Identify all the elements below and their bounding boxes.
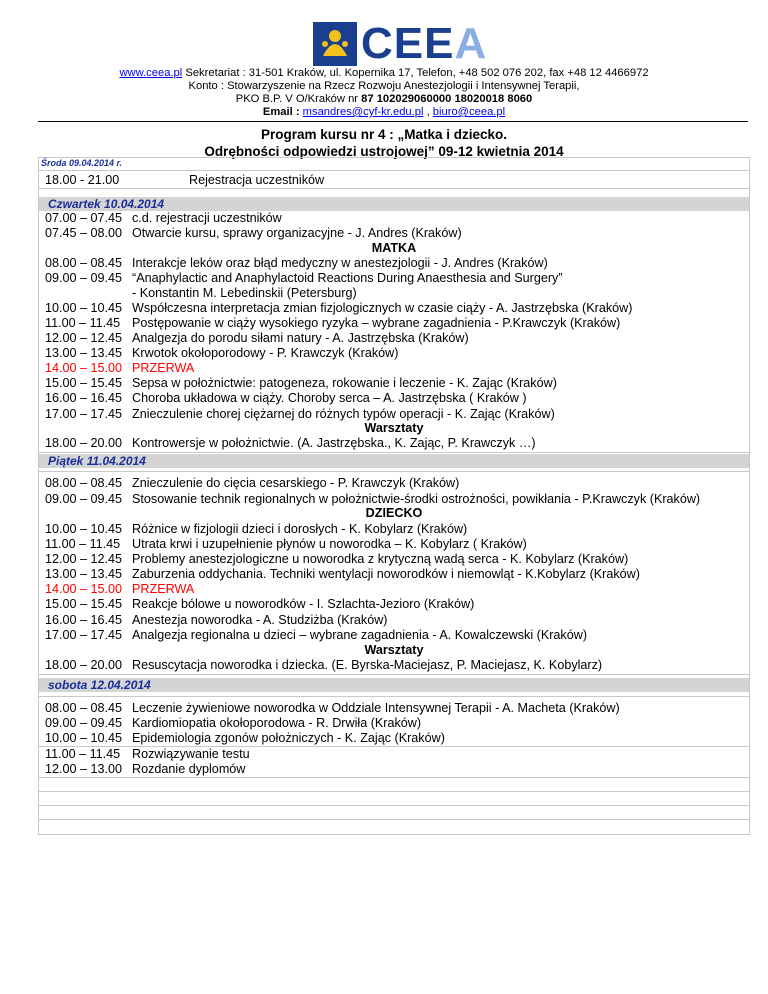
description: Interakcje leków oraz błąd medyczny w anestezjologii - J. Andres (Kraków) bbox=[132, 256, 548, 270]
website-link[interactable]: www.ceea.pl bbox=[119, 67, 183, 79]
description: Leczenie żywieniowe noworodka w Oddziale Intensywnej Terapii - A. Macheta (Kraków) bbox=[132, 701, 620, 715]
description: Krwotok okołoporodowy - P. Krawczyk (Kraków) bbox=[132, 346, 399, 360]
time: 09.00 – 09.45 bbox=[45, 492, 123, 506]
row-divider bbox=[39, 170, 749, 171]
description: Kardiomiopatia okołoporodowa - R. Drwiła (Kraków) bbox=[132, 716, 422, 730]
description: Analgezja regionalna u dzieci – wybrane zagadnienia - A. Kowalczewski (Kraków) bbox=[132, 628, 588, 642]
schedule-row bbox=[39, 271, 749, 286]
time: 07.00 – 07.45 bbox=[45, 211, 123, 225]
day-label-thursday: Czwartek 10.04.2014 bbox=[48, 197, 165, 211]
schedule-row bbox=[39, 731, 749, 746]
description: - Konstantin M. Lebedinskii (Petersburg) bbox=[132, 286, 357, 300]
time: 10.00 – 10.45 bbox=[45, 522, 123, 536]
time: 17.00 – 17.45 bbox=[45, 628, 123, 642]
time: 08.00 – 08.45 bbox=[45, 256, 123, 270]
time: 13.00 – 13.45 bbox=[45, 567, 123, 581]
schedule-row bbox=[39, 658, 749, 673]
description: Rozwiązywanie testu bbox=[132, 747, 250, 761]
time: 11.00 – 11.45 bbox=[45, 316, 121, 330]
email-link-2[interactable]: biuro@ceea.pl bbox=[432, 106, 506, 118]
schedule-row bbox=[39, 628, 749, 643]
time: 12.00 – 12.45 bbox=[45, 552, 123, 566]
day-band-saturday bbox=[39, 678, 749, 692]
row-divider bbox=[39, 452, 749, 453]
schedule-row bbox=[39, 407, 749, 422]
bank-account: 87 102029060000 18020018 8060 bbox=[361, 93, 533, 105]
header-divider bbox=[38, 121, 748, 122]
schedule-row bbox=[39, 391, 749, 406]
description: Różnice w fizjologii dzieci i dorosłych - K. Kobylarz (Kraków) bbox=[132, 522, 468, 536]
row-divider bbox=[39, 471, 749, 472]
header-line-2: Konto : Stowarzyszenie na Rzecz Rozwoju Anestezjologii i Intensywnej Terapii, bbox=[188, 80, 580, 92]
schedule-row bbox=[39, 256, 749, 271]
description: “Anaphylactic and Anaphylactoid Reactions During Anaesthesia and Surgery” bbox=[132, 271, 563, 285]
logo-letter: E bbox=[424, 19, 455, 68]
secretariat-address: Sekretariat : 31-501 Kraków, ul. Kopernika 17, Telefon, +48 502 076 202, fax +48 12 4466972 bbox=[182, 67, 649, 79]
schedule-row bbox=[39, 762, 749, 777]
schedule-row bbox=[39, 597, 749, 612]
description: Utrata krwi i uzupełnienie płynów u noworodka – K. Kobylarz ( Kraków) bbox=[132, 537, 527, 551]
header-line-3 bbox=[0, 93, 768, 106]
logo-letter: E bbox=[393, 19, 425, 68]
time: 18.00 – 20.00 bbox=[45, 658, 123, 672]
description: Zaburzenia oddychania. Techniki wentylacji noworodków i niemowląt - K.Kobylarz (Kraków) bbox=[132, 567, 640, 581]
time: 18.00 – 20.00 bbox=[45, 436, 123, 450]
schedule-row bbox=[39, 286, 749, 301]
description: Epidemiologia zgonów położniczych - K. Zając (Kraków) bbox=[132, 731, 445, 745]
time: 14.00 – 15.00 bbox=[45, 361, 123, 375]
schedule-row bbox=[39, 716, 749, 731]
logo-letter: A bbox=[454, 19, 488, 68]
bank-label: PKO B.P. V O/Kraków nr bbox=[235, 93, 362, 105]
time: 17.00 – 17.45 bbox=[45, 407, 123, 421]
time: 15.00 – 15.45 bbox=[45, 597, 123, 611]
time: 14.00 – 15.00 bbox=[45, 582, 123, 596]
schedule-row bbox=[39, 552, 749, 567]
day-band-friday bbox=[39, 454, 749, 468]
schedule-row bbox=[39, 316, 749, 331]
description: Analgezja do porodu siłami natury - A. Jastrzębska (Kraków) bbox=[132, 331, 469, 345]
logo-letter: C bbox=[361, 19, 394, 68]
schedule-row bbox=[39, 537, 749, 552]
description: Problemy anestezjologiczne u noworodka z krytyczną wadą serca - K. Kobylarz (Kraków) bbox=[132, 552, 629, 566]
section-heading-warsztaty: Warsztaty bbox=[364, 421, 424, 435]
time: 13.00 – 13.45 bbox=[45, 346, 123, 360]
description: Resuscytacja noworodka i dziecka. (E. Byrska-Maciejasz, P. Maciejasz, K. Kobylarz) bbox=[132, 658, 603, 672]
schedule-row bbox=[39, 701, 749, 716]
schedule-row bbox=[39, 436, 749, 451]
day-label-friday: Piątek 11.04.2014 bbox=[48, 454, 146, 468]
time: 07.45 – 08.00 bbox=[45, 226, 123, 240]
time: 16.00 – 16.45 bbox=[45, 613, 123, 627]
section-heading-matka: MATKA bbox=[371, 241, 417, 255]
time: 10.00 – 10.45 bbox=[45, 731, 123, 745]
description: Choroba układowa w ciąży. Choroby serca – A. Jastrzębska ( Kraków ) bbox=[132, 391, 527, 405]
description: Współczesna interpretacja zmian fizjologicznych w czasie ciąży - A. Jastrzębska (Kraków) bbox=[132, 301, 633, 315]
schedule-row bbox=[39, 522, 749, 537]
row-divider bbox=[39, 696, 749, 697]
schedule-row bbox=[39, 331, 749, 346]
time: 12.00 – 12.45 bbox=[45, 331, 123, 345]
schedule-row bbox=[39, 301, 749, 316]
description: Reakcje bólowe u noworodków - I. Szlachta-Jezioro (Kraków) bbox=[132, 597, 475, 611]
time: 11.00 – 11.45 bbox=[45, 747, 121, 761]
time: 18.00 - 21.00 bbox=[45, 173, 120, 187]
email-label: Email : bbox=[262, 106, 303, 118]
schedule-row bbox=[39, 376, 749, 391]
schedule-row bbox=[39, 747, 749, 762]
description: Znieczulenie chorej ciężarnej do różnych typów operacji - K. Zając (Kraków) bbox=[132, 407, 555, 421]
schedule-row bbox=[39, 567, 749, 582]
description: Znieczulenie do cięcia cesarskiego - P. Krawczyk (Kraków) bbox=[132, 476, 460, 490]
program-title-line-2: Odrębności odpowiedzi ustrojowej” 09-12 kwietnia 2014 bbox=[204, 144, 564, 159]
description: Kontrowersje w położnictwie. (A. Jastrzębska., K. Zając, P. Krawczyk …) bbox=[132, 436, 536, 450]
schedule-row-break bbox=[39, 361, 749, 376]
description: c.d. rejestracji uczestników bbox=[132, 211, 282, 225]
row-divider bbox=[39, 777, 749, 778]
description: Sepsa w położnictwie: patogeneza, rokowanie i leczenie - K. Zając (Kraków) bbox=[132, 376, 557, 390]
description: Anestezja noworodka - A. Studziżba (Kraków) bbox=[132, 613, 388, 627]
schedule-row-break bbox=[39, 582, 749, 597]
description: Rejestracja uczestników bbox=[189, 173, 325, 187]
schedule-row-registration bbox=[39, 173, 749, 188]
day-label-saturday: sobota 12.04.2014 bbox=[48, 678, 151, 692]
description: Postępowanie w ciąży wysokiego ryzyka – wybrane zagadnienia - P.Krawczyk (Kraków) bbox=[132, 316, 621, 330]
header-line-1 bbox=[0, 67, 768, 80]
schedule-row bbox=[39, 613, 749, 628]
schedule-table bbox=[38, 157, 750, 835]
email-separator: , bbox=[423, 106, 433, 118]
row-divider bbox=[39, 188, 749, 189]
time: 08.00 – 08.45 bbox=[45, 701, 123, 715]
time: 08.00 – 08.45 bbox=[45, 476, 123, 490]
time: 12.00 – 13.00 bbox=[45, 762, 123, 776]
time: 15.00 – 15.45 bbox=[45, 376, 123, 390]
email-link-1[interactable]: msandres@cyf-kr.edu.pl bbox=[302, 106, 424, 118]
schedule-row bbox=[39, 211, 749, 226]
time: 09.00 – 09.45 bbox=[45, 716, 123, 730]
section-heading-warsztaty: Warsztaty bbox=[364, 643, 424, 657]
program-title-line-1: Program kursu nr 4 : „Matka i dziecko. bbox=[260, 127, 508, 142]
day-label-wednesday: Środa 09.04.2014 r. bbox=[41, 158, 123, 168]
section-heading-dziecko: DZIECKO bbox=[365, 506, 423, 520]
time: 09.00 – 09.45 bbox=[45, 271, 123, 285]
time: 16.00 – 16.45 bbox=[45, 391, 123, 405]
ceea-emblem-icon bbox=[313, 22, 357, 66]
description: Otwarcie kursu, sprawy organizacyjne - J. Andres (Kraków) bbox=[132, 226, 462, 240]
header-line-4 bbox=[0, 106, 768, 119]
ceea-logo-text bbox=[361, 18, 487, 70]
ceea-logo bbox=[313, 19, 488, 68]
description: Rozdanie dyplomów bbox=[132, 762, 246, 776]
row-divider bbox=[39, 791, 749, 792]
schedule-row bbox=[39, 492, 749, 507]
description: PRZERWA bbox=[132, 361, 195, 375]
schedule-row bbox=[39, 476, 749, 491]
row-divider bbox=[39, 819, 749, 820]
description: PRZERWA bbox=[132, 582, 195, 596]
row-divider bbox=[39, 805, 749, 806]
day-band-thursday bbox=[39, 197, 749, 211]
schedule-row bbox=[39, 226, 749, 241]
row-divider bbox=[39, 674, 749, 675]
description: Stosowanie technik regionalnych w położnictwie-środki ostrożności, powikłania - P.Krawczyk (Kraków) bbox=[132, 492, 701, 506]
time: 10.00 – 10.45 bbox=[45, 301, 123, 315]
time: 11.00 – 11.45 bbox=[45, 537, 121, 551]
schedule-row bbox=[39, 346, 749, 361]
